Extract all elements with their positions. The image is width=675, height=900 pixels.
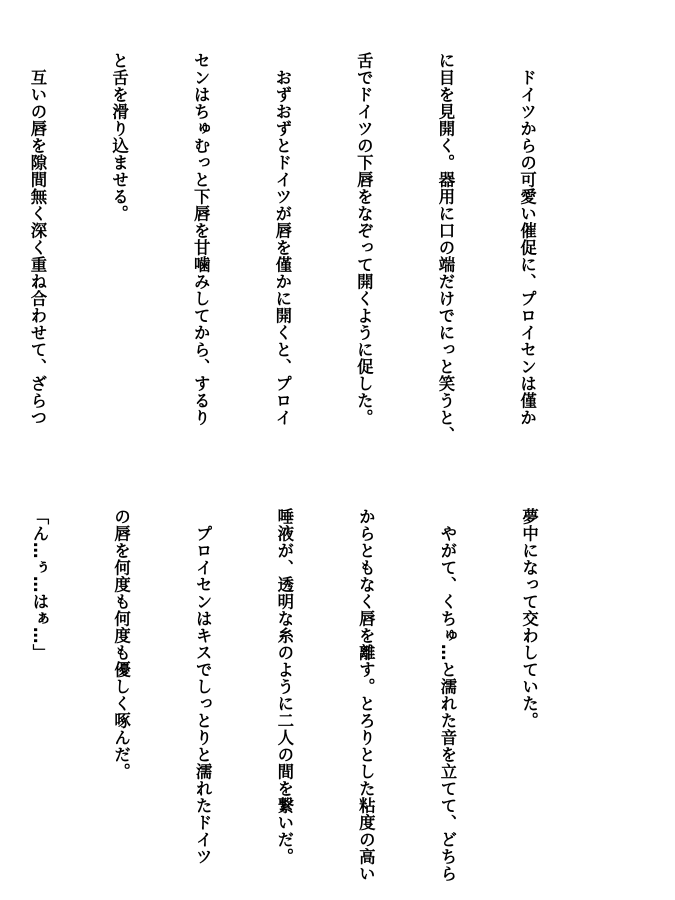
text-line: ドイツからの可愛い催促に、プロイセンは僅か [517, 52, 537, 426]
text-line: に目を見開く。器用に口の端だけでにっと笑うと、 [435, 52, 455, 443]
text-line: と舌を滑り込ませる。 [109, 52, 129, 222]
text-line: 夢中になって交わしていた。 [519, 508, 539, 729]
text-block-bottom [29, 508, 597, 888]
text-line: おずおずとドイツが唇を僅かに開くと、プロイ [272, 52, 292, 426]
text-line: 舌でドイツの下唇をなぞって開くように促した。 [354, 52, 374, 426]
text-line: からともなく唇を離す。とろりとした粘度の高い [356, 508, 376, 882]
text-line: 互いの唇を隙間無く深く重ね合わせて、ざらつ [27, 52, 47, 426]
text-line: 「ん…ぅ…はぁ…」 [29, 508, 49, 661]
text-block-top [27, 52, 595, 443]
text-line: 唾液が、透明な糸のように二人の間を繋いだ。 [274, 508, 294, 865]
text-line: プロイセンはキスでしっとりと濡れたドイツ [193, 508, 213, 865]
text-line: やがて、くちゅ…と濡れた音を立てて、どちら [437, 508, 457, 882]
text-line: センはちゅむっと下唇を甘噛みしてから、するり [191, 52, 211, 426]
text-line: の唇を何度も何度も優しく啄んだ。 [111, 508, 131, 780]
